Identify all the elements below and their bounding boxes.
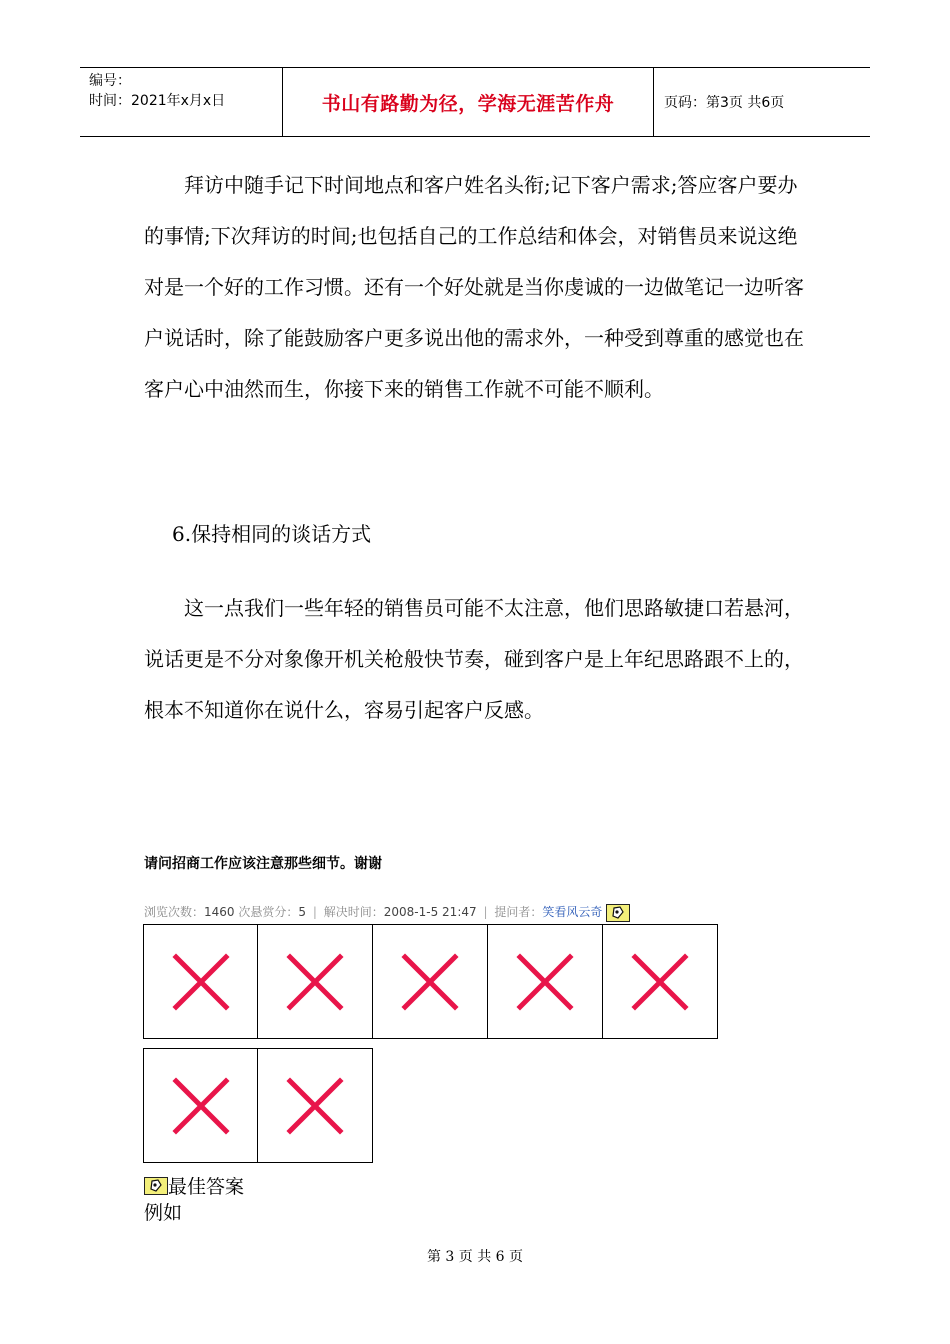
- broken-image-icon: [516, 953, 574, 1011]
- views-count: 1460: [204, 905, 235, 919]
- separator: |: [483, 905, 488, 919]
- solved-label: 解决时间：: [323, 905, 384, 919]
- page-info: 页码：第3页 共6页: [664, 95, 785, 111]
- broken-image: [258, 1048, 373, 1163]
- page-footer: 第 3 页 共 6 页: [426, 1249, 524, 1265]
- separator: |: [312, 905, 317, 919]
- broken-image: [603, 924, 718, 1039]
- best-answer-icon: [144, 1177, 168, 1195]
- paragraph-notes: 拜访中随手记下时间地点和客户姓名头衔;记下客户需求;答应客户要办的事情;下次拜访的时间;也包括自己的工作总结和体会，对销售员来说这绝对是一个好的工作习惯。还有一个好处就是当你虔诚的一边做笔记一边听客户说话时，除了能鼓励客户更多说出他的需求外，一种受到尊重的感觉也在客户心中油然而生，你接下来的销售工作就不可能不顺利。: [144, 173, 804, 401]
- broken-image: [488, 924, 603, 1039]
- asker-link[interactable]: 笑看风云奇: [542, 905, 603, 919]
- broken-image-icon: [401, 953, 459, 1011]
- broken-image-icon: [286, 953, 344, 1011]
- header-page-cell: [654, 68, 870, 136]
- user-level-icon: [606, 904, 630, 922]
- paragraph-speech: 这一点我们一些年轻的销售员可能不太注意，他们思路敏捷口若悬河，说话更是不分对象像开机关枪般快节奏，碰到客户是上年纪思路跟不上的，根本不知道你在说什么，容易引起客户反感。: [144, 596, 804, 722]
- best-answer: [144, 1172, 244, 1199]
- motto: 书山有路勤为径，学海无涯苦作舟: [321, 92, 615, 115]
- image-row-2: [143, 1048, 373, 1163]
- section-heading: 6.保持相同的谈话方式: [172, 522, 372, 546]
- question-title[interactable]: 请问招商工作应该注意那些细节。谢谢: [144, 856, 382, 872]
- number-label: 编号：: [89, 73, 131, 89]
- broken-image-icon: [172, 1077, 230, 1135]
- views-label: 浏览次数：: [144, 905, 205, 919]
- bounty-label: 次悬赏分：: [238, 905, 299, 919]
- image-row-1: [143, 924, 718, 1039]
- broken-image: [258, 924, 373, 1039]
- header-motto-cell: [283, 68, 654, 136]
- time-label: 时间：2021年x月x日: [89, 93, 226, 109]
- best-answer-label: 最佳答案: [168, 1176, 245, 1198]
- broken-image-icon: [286, 1077, 344, 1135]
- asker-label: 提问者：: [494, 905, 543, 919]
- broken-image: [143, 924, 258, 1039]
- broken-image-icon: [172, 953, 230, 1011]
- header-info-cell: [80, 68, 283, 136]
- bounty-value: 5: [298, 905, 307, 919]
- broken-image: [373, 924, 488, 1039]
- broken-image: [143, 1048, 258, 1163]
- page-header: [80, 67, 870, 137]
- question-meta: [144, 903, 630, 922]
- solved-time: 2008-1-5 21:47: [383, 905, 477, 919]
- example-text: 例如: [144, 1202, 183, 1224]
- broken-image-icon: [631, 953, 689, 1011]
